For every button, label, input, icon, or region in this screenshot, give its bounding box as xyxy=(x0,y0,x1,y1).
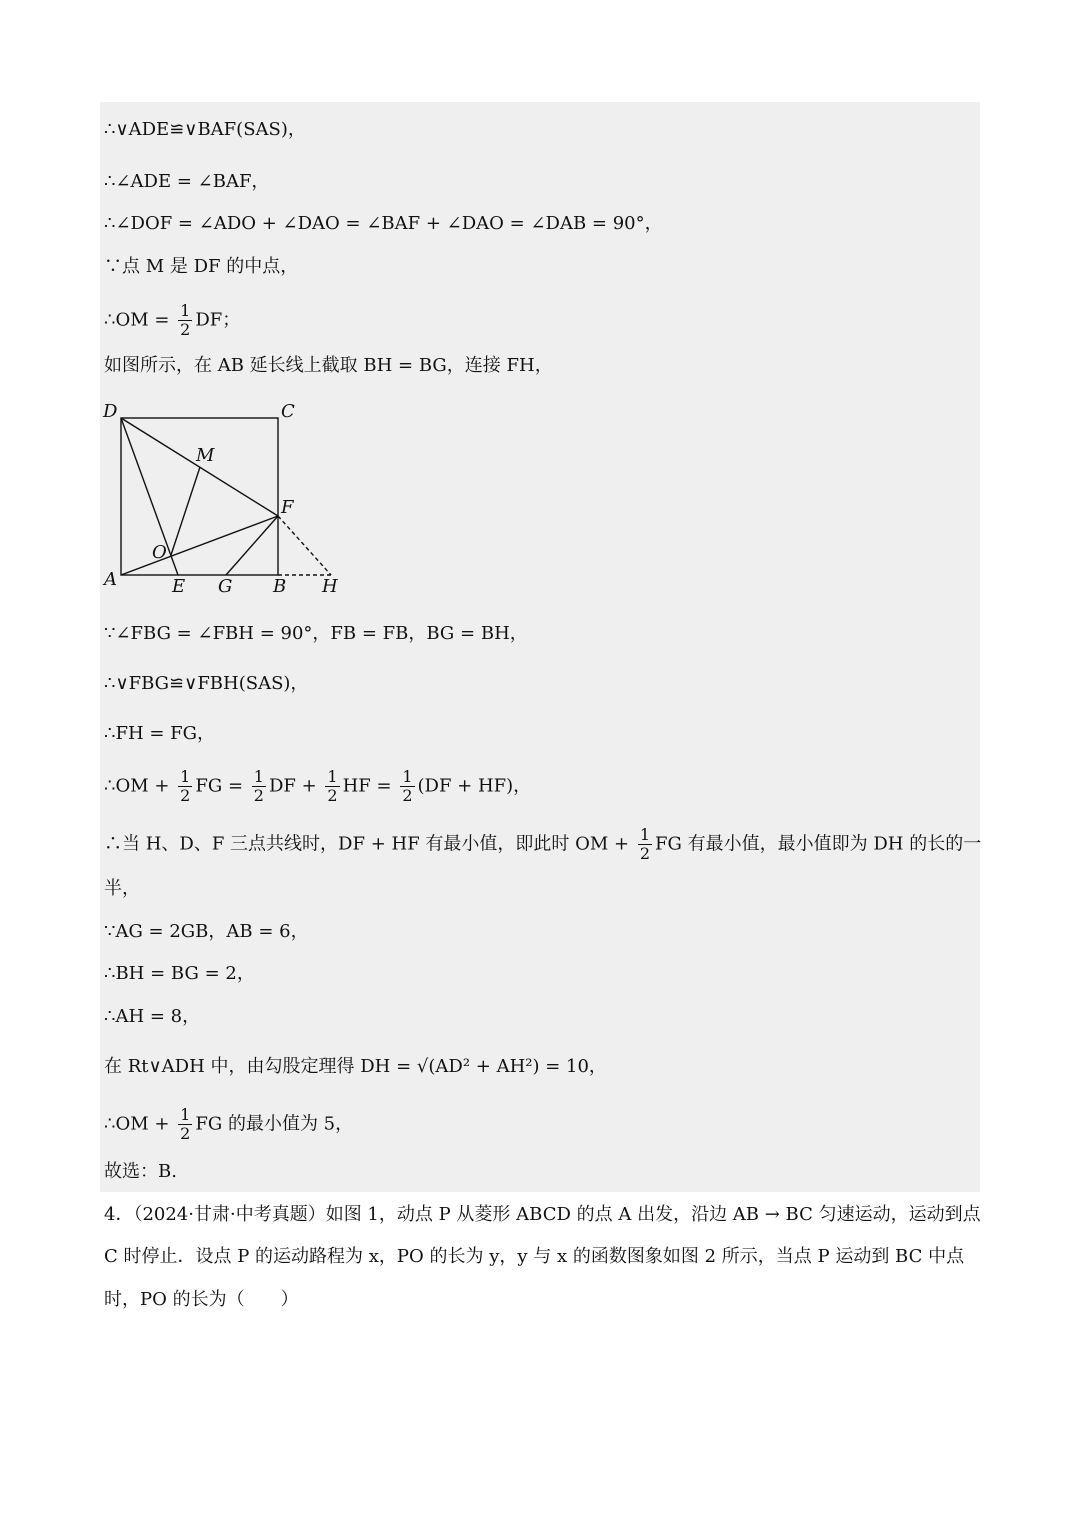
solution-line-7: ∵∠FBG = ∠FBH = 90°，FB = FB，BG = BH， xyxy=(104,623,528,644)
fraction: $\frac{1}{2}$ xyxy=(402,767,413,805)
segment-de xyxy=(121,418,178,575)
segment-gf xyxy=(226,516,278,575)
solution-line-12: 半， xyxy=(104,878,140,899)
fraction: $\frac{1}{2}$ xyxy=(327,767,338,805)
solution-line-9: ∴FH = FG， xyxy=(104,723,216,744)
solution-line-18: 故选：B. xyxy=(104,1161,177,1182)
solution-line-2: ∴∠ADE = ∠BAF， xyxy=(104,171,270,192)
line5-tail: DF； xyxy=(195,309,241,331)
solution-line-1: ∴∨ADE≌∨BAF(SAS)， xyxy=(104,119,306,140)
solution-line-11: ∴当 H、D、F 三点共线时，DF + HF 有最小值，即此时 OM + $\frac{1}{2}$ FG 有最小值，最小值即为 DH 的长的一 xyxy=(104,825,982,863)
solution-line-6: 如图所示，在 AB 延长线上截取 BH = BG，连接 FH， xyxy=(104,355,553,376)
solution-line-17: ∴OM + $\frac{1}{2}$ FG 的最小值为 5， xyxy=(104,1105,354,1143)
segment-af xyxy=(121,516,278,575)
label-a: A xyxy=(104,569,117,590)
solution-line-3: ∴∠DOF = ∠ADO + ∠DAO = ∠BAF + ∠DAO = ∠DAB = 90°， xyxy=(104,213,663,234)
label-f: F xyxy=(281,497,294,518)
fraction: $\frac{1}{2}$ xyxy=(639,825,651,863)
solution-line-10: ∴OM + $\frac{1}{2}$ FG = $\frac{1}{2}$ DF + $\frac{1}{2}$ HF = $\frac{1}{2}$ (DF + HF)， xyxy=(104,767,532,805)
solution-line-14: ∴BH = BG = 2， xyxy=(104,963,255,984)
square-diagram xyxy=(100,395,360,600)
segment-fh-dashed xyxy=(278,516,331,575)
label-e: E xyxy=(172,576,186,597)
question-4-line-3: 时，PO 的长为（ ） xyxy=(104,1289,299,1310)
solution-line-16: 在 Rt∨ADH 中，由勾股定理得 DH = √(AD² + AH²) = 10， xyxy=(104,1056,607,1077)
solution-line-4: ∵点 M 是 DF 的中点， xyxy=(104,256,299,277)
segment-om xyxy=(171,467,200,555)
solution-line-5 xyxy=(104,302,240,339)
label-h: H xyxy=(322,576,338,597)
solution-line-15: ∴AH = 8， xyxy=(104,1006,201,1027)
label-g: G xyxy=(218,576,233,597)
solution-line-13: ∵AG = 2GB，AB = 6， xyxy=(104,921,309,942)
label-c: C xyxy=(281,401,295,422)
fraction: $\frac{1}{2}$ xyxy=(253,767,264,805)
question-4-line-2: C 时停止．设点 P 的运动路程为 x，PO 的长为 y，y 与 x 的函数图象如图 2 所示，当点 P 运动到 BC 中点 xyxy=(104,1246,965,1267)
solution-line-8: ∴∨FBG≌∨FBH(SAS)， xyxy=(104,673,309,694)
label-m: M xyxy=(196,445,215,466)
square-abcd xyxy=(121,418,278,575)
label-d: D xyxy=(103,401,118,422)
fraction: $\frac{1}{2}$ xyxy=(180,767,191,805)
line5-lead: ∴OM = xyxy=(104,309,176,331)
question-4-line-1: 4．（2024·甘肃·中考真题）如图 1，动点 P 从菱形 ABCD 的点 A 出发，沿边 AB → BC 匀速运动，运动到点 xyxy=(104,1204,981,1225)
fraction: $\frac{1}{2}$ xyxy=(180,301,191,339)
label-o: O xyxy=(152,542,167,563)
geometry-figure xyxy=(100,395,360,600)
fraction: $\frac{1}{2}$ xyxy=(180,1105,191,1143)
label-b: B xyxy=(273,576,287,597)
